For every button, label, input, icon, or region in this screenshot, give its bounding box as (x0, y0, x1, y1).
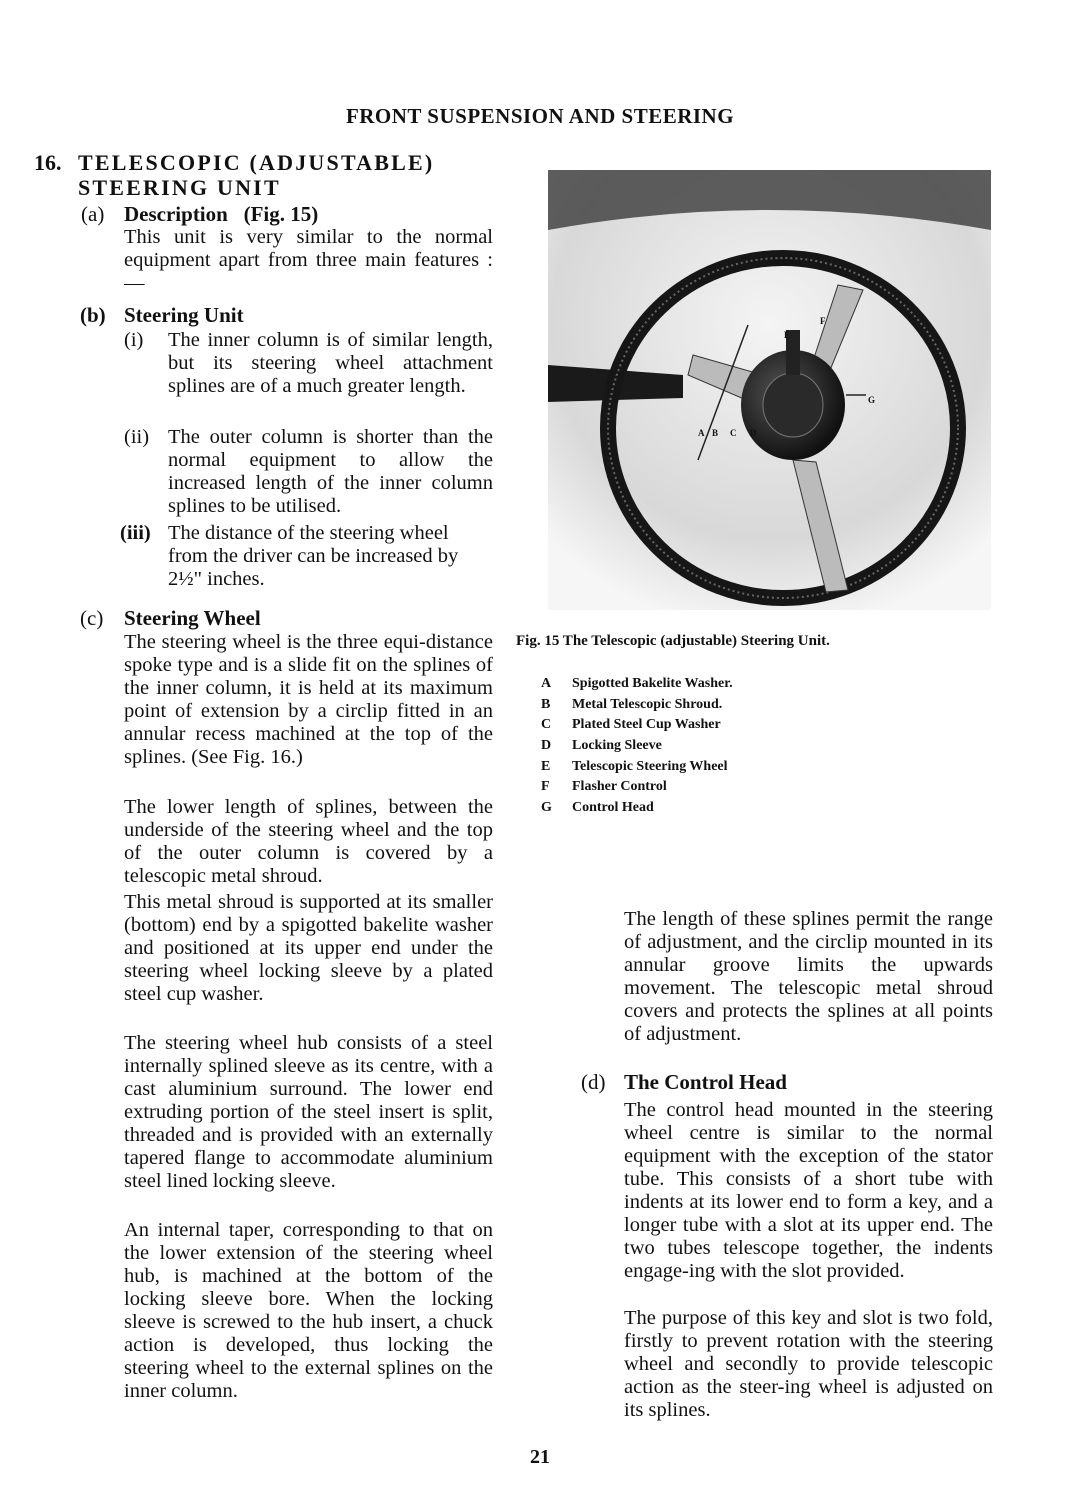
legend-key: C (541, 717, 552, 733)
legend-item (541, 800, 733, 821)
legend-key: F (541, 779, 550, 795)
item-iii-text: The distance of the steering wheel from the driver can be increased by 2½" inches. (168, 522, 459, 590)
figure-legend (541, 676, 733, 821)
legend-key: G (541, 800, 552, 816)
subsection-c-p1: The steering wheel is the three equi-distance spoke type and is a slide fit on the splines of the inner column, it is held at its maximum point of extension by a circlip fitted in an annular recess machined at the top of the splines. (See Fig. 16.) (124, 631, 493, 768)
subsection-d-p2: The purpose of this key and slot is two fold, firstly to prevent rotation with the steering wheel and secondly to provide telescopic action as the steer-ing wheel is adjusted on its splines. (624, 1307, 993, 1421)
right-column-p1: The length of these splines permit the range of adjustment, and the circlip mounted in its annular groove limits the upwards movement. The telescopic metal shroud covers and protects the splines at all points of adjustment. (624, 908, 993, 1045)
legend-item (541, 759, 733, 780)
figure-label-f: F (820, 316, 826, 326)
legend-text: Plated Steel Cup Washer (572, 717, 721, 733)
legend-key: D (541, 738, 552, 754)
figure-label-c: C (730, 428, 737, 438)
item-iii-number: (iii) (120, 522, 151, 544)
legend-item (541, 697, 733, 718)
legend-text: Spigotted Bakelite Washer. (572, 676, 733, 691)
item-ii-number: (ii) (124, 426, 150, 448)
legend-key: B (541, 696, 551, 712)
subsection-a-letter: (a) (81, 202, 105, 226)
page-number: 21 (530, 1446, 550, 1468)
legend-item (541, 738, 733, 759)
page-header: FRONT SUSPENSION AND STEERING (345, 104, 735, 128)
legend-text: Flasher Control (572, 779, 667, 795)
legend-item (541, 676, 733, 697)
figure-label-a: A (698, 428, 705, 438)
legend-text: Telescopic Steering Wheel (572, 758, 728, 774)
legend-item (541, 779, 733, 800)
subsection-a-text: This unit is very similar to the normal equipment apart from three main features :— (124, 226, 493, 294)
subsection-d-p1: The control head mounted in the steering wheel centre is similar to the normal equipment with the exception of the stator tube. This consists of a short tube with indents at its lower end to form a key, and a longer tube with a slot at its upper end. The two tubes telescope together, the indents engage-ing with the slot provided. (624, 1099, 993, 1282)
legend-text: Control Head (572, 800, 654, 816)
figure-label-d: D (750, 428, 757, 438)
subsection-b-letter: (b) (80, 303, 106, 327)
figure-label-e: E (784, 330, 791, 340)
subsection-b-heading: Steering Unit (124, 303, 244, 327)
section-title-line2: STEERING UNIT (78, 175, 281, 200)
subsection-c-heading: Steering Wheel (124, 606, 261, 630)
section-number: 16. (34, 150, 62, 175)
legend-item (541, 717, 733, 738)
steering-wheel-photo (548, 170, 991, 610)
figure-label-g: G (868, 395, 876, 405)
item-i-number: (i) (124, 329, 144, 351)
fig-reference: (Fig. 15) (243, 202, 319, 226)
item-i-text: The inner column is of similar length, but its steering wheel attachment splines are of a much greater length. (168, 329, 493, 397)
subsection-c-p5: An internal taper, corresponding to that on the lower extension of the steering wheel hub, is machined at the bottom of the locking sleeve bore. When the locking sleeve is screwed to the hub insert, a chuck action is developed, thus locking the steering wheel to the external splines on the inner column. (124, 1219, 493, 1402)
legend-key: A (541, 676, 552, 691)
subsection-a-title: Description (124, 202, 228, 226)
legend-text: Locking Sleeve (572, 738, 662, 754)
figure-label-b: B (712, 428, 719, 438)
figure-caption: Fig. 15 The Telescopic (adjustable) Steering Unit. (516, 633, 830, 649)
subsection-c-p2: The lower length of splines, between the underside of the steering wheel and the top of the outer column is covered by a telescopic metal shroud. (124, 796, 493, 887)
section-title (78, 150, 434, 200)
section-title-line1: TELESCOPIC (ADJUSTABLE) (78, 150, 435, 175)
item-ii-text: The outer column is shorter than the normal equipment to allow the increased length of the inner column splines to be utilised. (168, 426, 493, 517)
legend-text: Metal Telescopic Shroud. (572, 696, 723, 712)
subsection-a-heading (124, 202, 318, 227)
steering-wheel-illustration (548, 170, 991, 610)
subsection-c-p3: This metal shroud is supported at its smaller (bottom) end by a spigotted bakelite washer and positioned at its upper end under the steering wheel locking sleeve by a plated steel cup washer. (124, 891, 493, 1005)
subsection-d-letter: (d) (581, 1070, 606, 1094)
legend-key: E (541, 758, 551, 774)
subsection-d-heading: The Control Head (624, 1070, 787, 1094)
subsection-c-p4: The steering wheel hub consists of a steel internally splined sleeve as its centre, with a cast aluminium surround. The lower end extruding portion of the steel insert is split, threaded and is provided with an externally tapered flange to accommodate aluminium steel lined locking sleeve. (124, 1032, 493, 1192)
subsection-c-letter: (c) (80, 606, 104, 630)
